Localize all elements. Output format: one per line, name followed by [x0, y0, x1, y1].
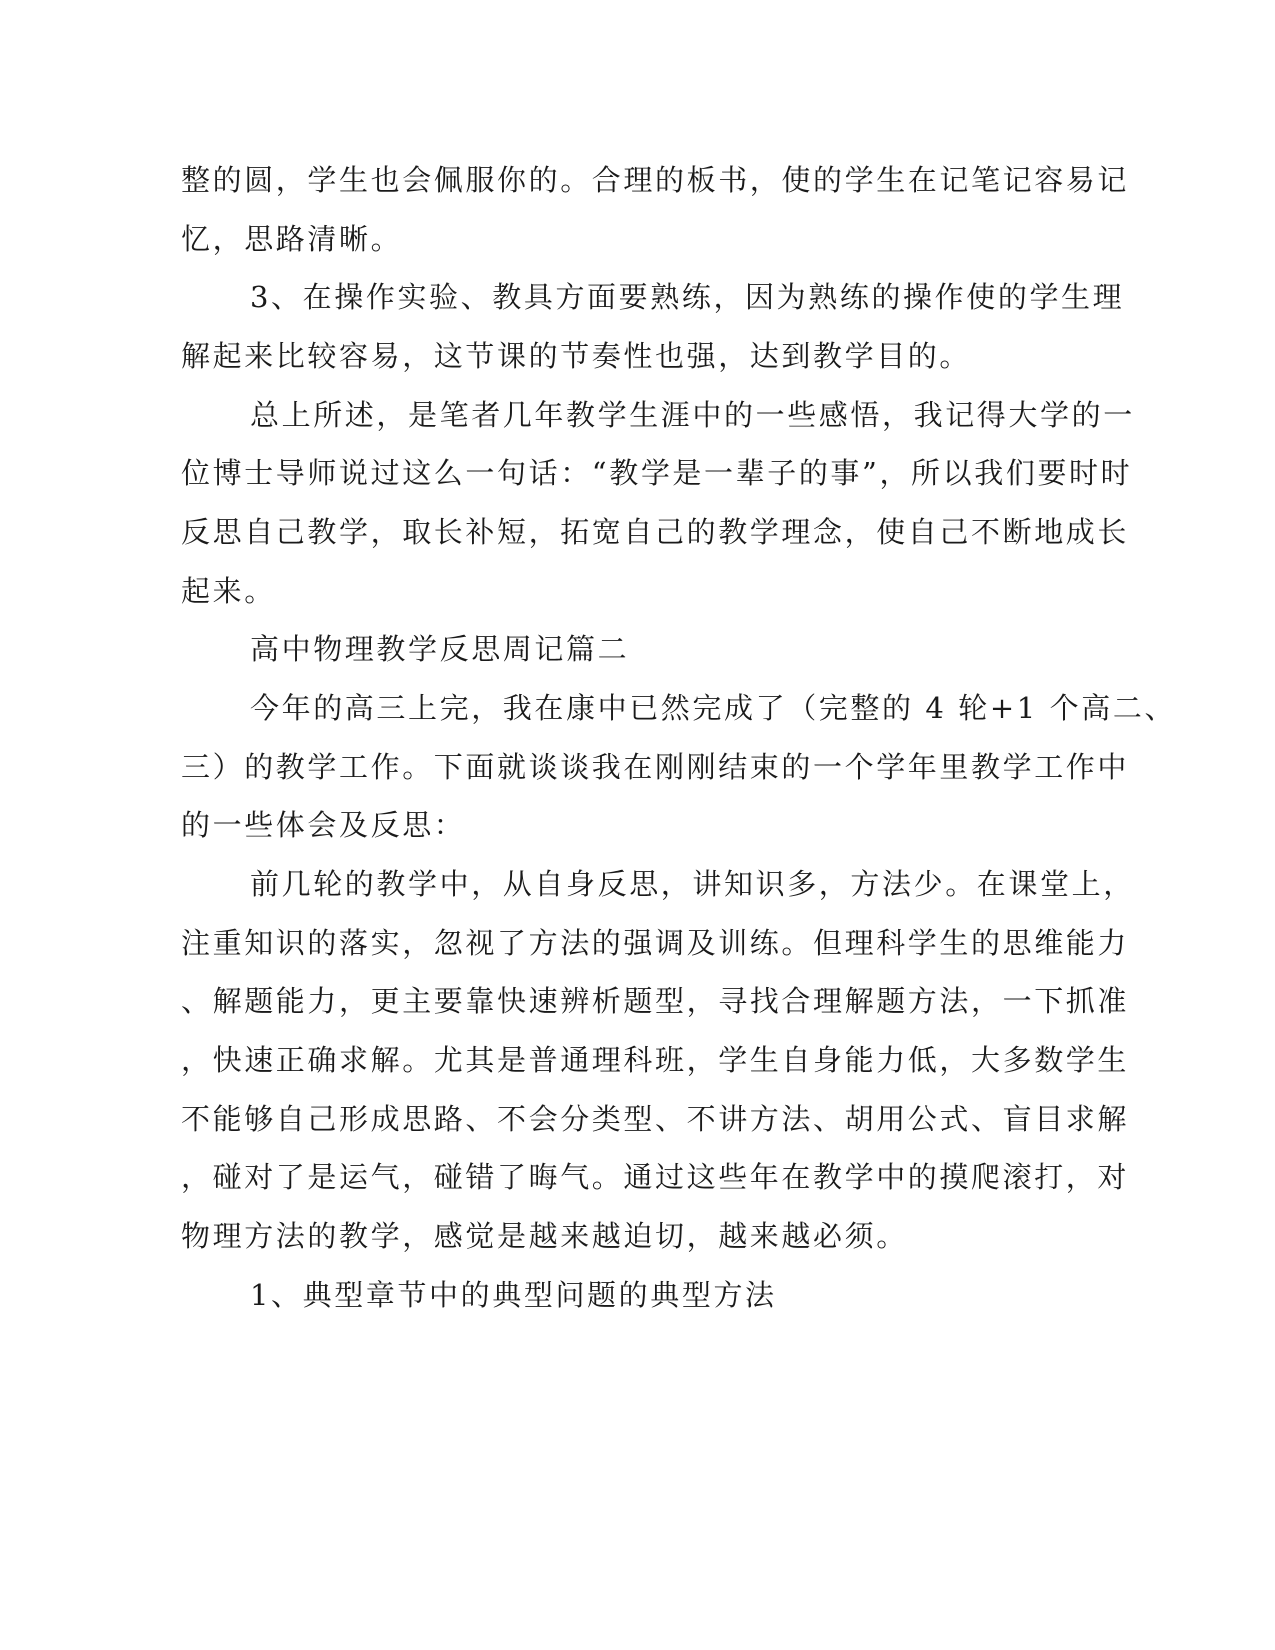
text-line: ，快速正确求解。尤其是普通理科班，学生自身能力低，大多数学生	[181, 1043, 1130, 1077]
text-line: 不能够自己形成思路、不会分类型、不讲方法、胡用公式、盲目求解	[181, 1102, 1130, 1136]
text-line: 反思自己教学，取长补短，拓宽自己的教学理念，使自己不断地成长	[181, 515, 1130, 549]
text-line: 总上所述，是笔者几年教学生涯中的一些感悟，我记得大学的一	[250, 398, 1135, 432]
section-heading: 高中物理教学反思周记篇二	[250, 632, 630, 666]
text-line: 整的圆，学生也会佩服你的。合理的板书，使的学生在记笔记容易记	[181, 163, 1130, 197]
text-line: 前几轮的教学中，从自身反思，讲知识多，方法少。在课堂上，	[250, 867, 1135, 901]
text-line: 位博士导师说过这么一句话：“教学是一辈子的事”，所以我们要时时	[181, 456, 1133, 490]
text-line: 的一些体会及反思：	[181, 808, 466, 842]
text-line: 物理方法的教学，感觉是越来越迫切，越来越必须。	[181, 1219, 908, 1253]
text-line: 解起来比较容易，这节课的节奏性也强，达到教学目的。	[181, 339, 972, 373]
text-line: 起来。	[181, 574, 276, 608]
text-line: 注重知识的落实，忽视了方法的强调及训练。但理科学生的思维能力	[181, 926, 1130, 960]
text-line: 1、典型章节中的典型问题的典型方法	[250, 1278, 777, 1312]
text-line: 忆，思路清晰。	[181, 222, 403, 256]
text-line: 三）的教学工作。下面就谈谈我在刚刚结束的一个学年里教学工作中	[181, 750, 1130, 784]
text-line: ，碰对了是运气，碰错了晦气。通过这些年在教学中的摸爬滚打，对	[181, 1160, 1130, 1194]
text-line: 今年的高三上完，我在康中已然完成了（完整的 4 轮+1 个高二、	[250, 691, 1177, 725]
text-line: 、解题能力，更主要靠快速辨析题型，寻找合理解题方法，一下抓准	[181, 984, 1130, 1018]
text-line: 3、在操作实验、教具方面要熟练，因为熟练的操作使的学生理	[250, 280, 1125, 314]
